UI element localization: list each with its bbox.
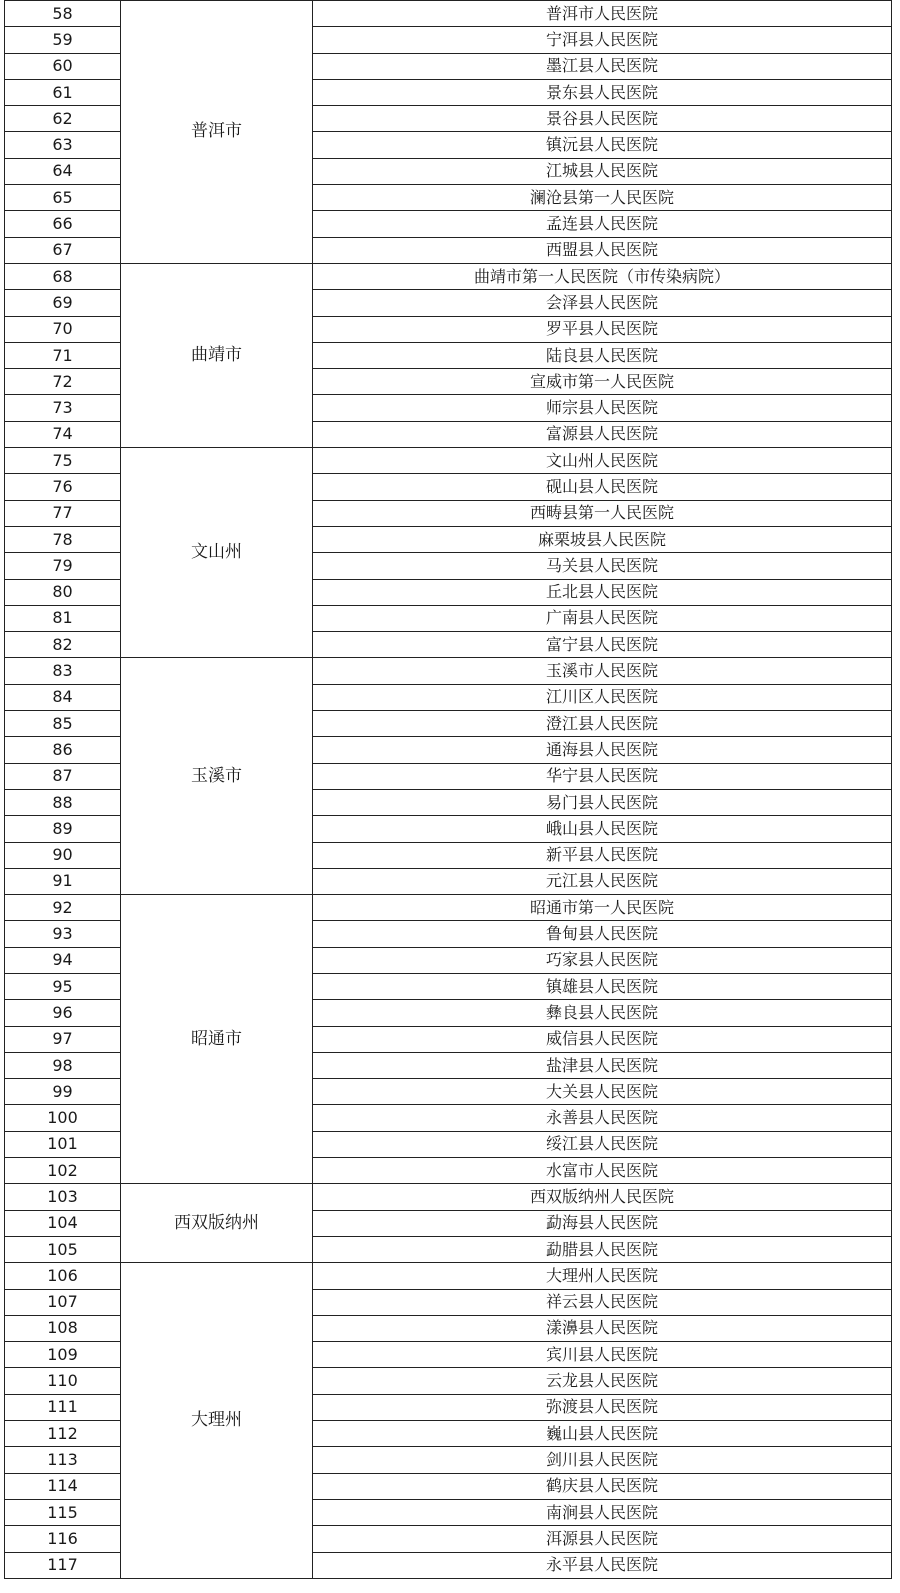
- row-number-cell: 58: [5, 1, 121, 27]
- hospital-name-cell: 通海县人民医院: [313, 737, 892, 763]
- table-row: [5, 1263, 892, 1289]
- hospital-name-cell: 玉溪市人民医院: [313, 658, 892, 684]
- hospital-name-cell: 绥江县人民医院: [313, 1131, 892, 1157]
- city-cell: 大理州: [121, 1263, 313, 1579]
- row-number-cell: 69: [5, 290, 121, 316]
- row-number-cell: 71: [5, 342, 121, 368]
- row-number-cell: 91: [5, 868, 121, 894]
- row-number-cell: 94: [5, 947, 121, 973]
- table-row: [5, 1184, 892, 1210]
- table-row: [5, 448, 892, 474]
- row-number-cell: 77: [5, 500, 121, 526]
- table-body: [5, 1, 892, 1579]
- hospital-name-cell: 盐津县人民医院: [313, 1052, 892, 1078]
- hospital-name-cell: 巍山县人民医院: [313, 1421, 892, 1447]
- row-number-cell: 86: [5, 737, 121, 763]
- hospital-name-cell: 大关县人民医院: [313, 1079, 892, 1105]
- hospital-name-cell: 景东县人民医院: [313, 79, 892, 105]
- hospital-name-cell: 江城县人民医院: [313, 158, 892, 184]
- hospital-name-cell: 师宗县人民医院: [313, 395, 892, 421]
- hospital-name-cell: 新平县人民医院: [313, 842, 892, 868]
- row-number-cell: 116: [5, 1526, 121, 1552]
- hospital-name-cell: 西盟县人民医院: [313, 237, 892, 263]
- row-number-cell: 108: [5, 1315, 121, 1341]
- row-number-cell: 67: [5, 237, 121, 263]
- row-number-cell: 115: [5, 1499, 121, 1525]
- hospital-name-cell: 勐腊县人民医院: [313, 1236, 892, 1262]
- row-number-cell: 76: [5, 474, 121, 500]
- row-number-cell: 92: [5, 895, 121, 921]
- row-number-cell: 59: [5, 27, 121, 53]
- hospital-name-cell: 澄江县人民医院: [313, 711, 892, 737]
- row-number-cell: 117: [5, 1552, 121, 1578]
- row-number-cell: 79: [5, 553, 121, 579]
- city-cell: 普洱市: [121, 1, 313, 264]
- hospital-name-cell: 宾川县人民医院: [313, 1342, 892, 1368]
- row-number-cell: 107: [5, 1289, 121, 1315]
- row-number-cell: 66: [5, 211, 121, 237]
- row-number-cell: 82: [5, 632, 121, 658]
- hospital-name-cell: 彝良县人民医院: [313, 1000, 892, 1026]
- row-number-cell: 99: [5, 1079, 121, 1105]
- row-number-cell: 95: [5, 973, 121, 999]
- hospital-name-cell: 西畴县第一人民医院: [313, 500, 892, 526]
- hospital-name-cell: 大理州人民医院: [313, 1263, 892, 1289]
- hospital-name-cell: 永平县人民医院: [313, 1552, 892, 1578]
- row-number-cell: 62: [5, 106, 121, 132]
- row-number-cell: 85: [5, 711, 121, 737]
- city-cell: 西双版纳州: [121, 1184, 313, 1263]
- hospital-name-cell: 富源县人民医院: [313, 421, 892, 447]
- hospital-table: [4, 0, 892, 1579]
- table-row: [5, 658, 892, 684]
- row-number-cell: 72: [5, 369, 121, 395]
- hospital-name-cell: 文山州人民医院: [313, 448, 892, 474]
- row-number-cell: 88: [5, 789, 121, 815]
- row-number-cell: 111: [5, 1394, 121, 1420]
- row-number-cell: 70: [5, 316, 121, 342]
- hospital-name-cell: 西双版纳州人民医院: [313, 1184, 892, 1210]
- row-number-cell: 83: [5, 658, 121, 684]
- row-number-cell: 106: [5, 1263, 121, 1289]
- row-number-cell: 109: [5, 1342, 121, 1368]
- row-number-cell: 114: [5, 1473, 121, 1499]
- row-number-cell: 93: [5, 921, 121, 947]
- hospital-name-cell: 弥渡县人民医院: [313, 1394, 892, 1420]
- row-number-cell: 101: [5, 1131, 121, 1157]
- row-number-cell: 110: [5, 1368, 121, 1394]
- row-number-cell: 61: [5, 79, 121, 105]
- row-number-cell: 96: [5, 1000, 121, 1026]
- row-number-cell: 90: [5, 842, 121, 868]
- table-row: [5, 895, 892, 921]
- table-row: [5, 263, 892, 289]
- row-number-cell: 73: [5, 395, 121, 421]
- row-number-cell: 63: [5, 132, 121, 158]
- row-number-cell: 113: [5, 1447, 121, 1473]
- hospital-name-cell: 威信县人民医院: [313, 1026, 892, 1052]
- hospital-name-cell: 永善县人民医院: [313, 1105, 892, 1131]
- hospital-name-cell: 鲁甸县人民医院: [313, 921, 892, 947]
- hospital-name-cell: 峨山县人民医院: [313, 816, 892, 842]
- hospital-name-cell: 宁洱县人民医院: [313, 27, 892, 53]
- hospital-name-cell: 富宁县人民医院: [313, 632, 892, 658]
- hospital-name-cell: 镇雄县人民医院: [313, 973, 892, 999]
- row-number-cell: 89: [5, 816, 121, 842]
- hospital-name-cell: 孟连县人民医院: [313, 211, 892, 237]
- hospital-name-cell: 罗平县人民医院: [313, 316, 892, 342]
- hospital-name-cell: 鹤庆县人民医院: [313, 1473, 892, 1499]
- row-number-cell: 98: [5, 1052, 121, 1078]
- hospital-name-cell: 曲靖市第一人民医院（市传染病院）: [313, 263, 892, 289]
- hospital-name-cell: 洱源县人民医院: [313, 1526, 892, 1552]
- hospital-name-cell: 会泽县人民医院: [313, 290, 892, 316]
- row-number-cell: 87: [5, 763, 121, 789]
- hospital-name-cell: 华宁县人民医院: [313, 763, 892, 789]
- table-row: [5, 1, 892, 27]
- row-number-cell: 68: [5, 263, 121, 289]
- row-number-cell: 100: [5, 1105, 121, 1131]
- hospital-name-cell: 易门县人民医院: [313, 789, 892, 815]
- hospital-name-cell: 马关县人民医院: [313, 553, 892, 579]
- city-cell: 昭通市: [121, 895, 313, 1184]
- hospital-name-cell: 漾濞县人民医院: [313, 1315, 892, 1341]
- hospital-name-cell: 巧家县人民医院: [313, 947, 892, 973]
- row-number-cell: 65: [5, 185, 121, 211]
- row-number-cell: 64: [5, 158, 121, 184]
- hospital-name-cell: 云龙县人民医院: [313, 1368, 892, 1394]
- hospital-name-cell: 昭通市第一人民医院: [313, 895, 892, 921]
- row-number-cell: 112: [5, 1421, 121, 1447]
- hospital-name-cell: 墨江县人民医院: [313, 53, 892, 79]
- hospital-name-cell: 剑川县人民医院: [313, 1447, 892, 1473]
- hospital-name-cell: 江川区人民医院: [313, 684, 892, 710]
- hospital-name-cell: 水富市人民医院: [313, 1158, 892, 1184]
- row-number-cell: 84: [5, 684, 121, 710]
- hospital-name-cell: 南涧县人民医院: [313, 1499, 892, 1525]
- hospital-name-cell: 祥云县人民医院: [313, 1289, 892, 1315]
- city-cell: 玉溪市: [121, 658, 313, 895]
- row-number-cell: 97: [5, 1026, 121, 1052]
- hospital-name-cell: 陆良县人民医院: [313, 342, 892, 368]
- hospital-name-cell: 普洱市人民医院: [313, 1, 892, 27]
- row-number-cell: 103: [5, 1184, 121, 1210]
- city-cell: 文山州: [121, 448, 313, 658]
- hospital-name-cell: 镇沅县人民医院: [313, 132, 892, 158]
- row-number-cell: 81: [5, 605, 121, 631]
- row-number-cell: 75: [5, 448, 121, 474]
- row-number-cell: 74: [5, 421, 121, 447]
- row-number-cell: 60: [5, 53, 121, 79]
- hospital-name-cell: 元江县人民医院: [313, 868, 892, 894]
- city-cell: 曲靖市: [121, 263, 313, 447]
- row-number-cell: 80: [5, 579, 121, 605]
- hospital-name-cell: 澜沧县第一人民医院: [313, 185, 892, 211]
- hospital-name-cell: 砚山县人民医院: [313, 474, 892, 500]
- hospital-name-cell: 宣威市第一人民医院: [313, 369, 892, 395]
- hospital-name-cell: 广南县人民医院: [313, 605, 892, 631]
- row-number-cell: 102: [5, 1158, 121, 1184]
- hospital-name-cell: 景谷县人民医院: [313, 106, 892, 132]
- hospital-name-cell: 勐海县人民医院: [313, 1210, 892, 1236]
- row-number-cell: 78: [5, 526, 121, 552]
- row-number-cell: 104: [5, 1210, 121, 1236]
- row-number-cell: 105: [5, 1236, 121, 1262]
- hospital-name-cell: 丘北县人民医院: [313, 579, 892, 605]
- hospital-name-cell: 麻栗坡县人民医院: [313, 526, 892, 552]
